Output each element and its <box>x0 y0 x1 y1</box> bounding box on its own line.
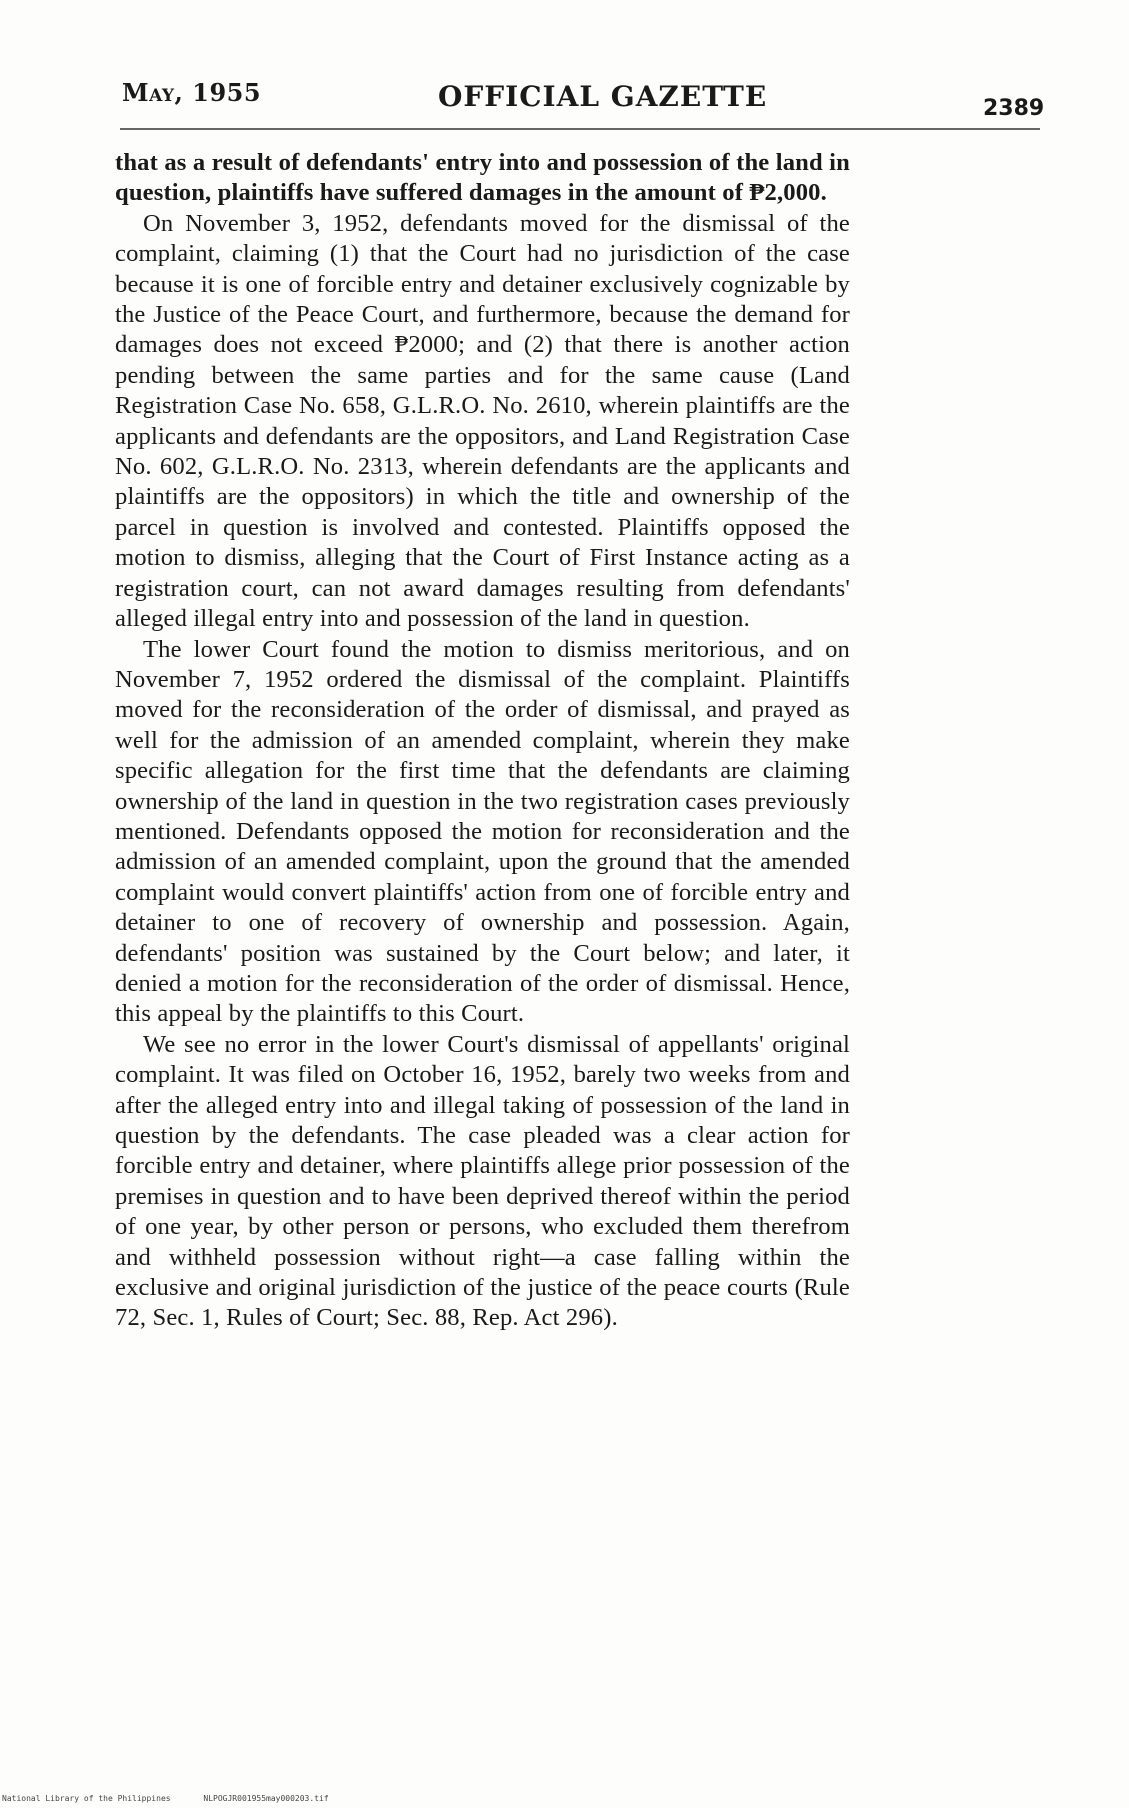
scan-footer <box>2 1794 329 1803</box>
header-divider <box>120 128 1040 130</box>
paragraph-court-decision: We see no error in the lower Court's dismissal of appellants' original complaint. It was filed on October 16, 1952, barely two weeks from and after the alleged entry into and illegal taking of possession of the land in question by the defendants. The case pleaded was a clear action for forcible entry and detainer, where plaintiffs allege prior possession of the premises in question and to have been deprived thereof within the period of one year, by other person or persons, who excluded them therefrom and withheld possession without right—a case falling within the exclusive and original jurisdiction of the justice of the peace courts (Rule 72, Sec. 1, Rules of Court; Sec. 88, Rep. Act 296). <box>115 1030 850 1332</box>
article-body <box>115 148 850 1334</box>
page-header <box>118 78 1045 121</box>
issue-date: May, 1955 <box>122 78 262 107</box>
file-name: NLPOGJR001955may000203.tif <box>203 1794 329 1803</box>
library-credit: National Library of the Philippines <box>2 1794 171 1803</box>
paragraph-continuation: that as a result of defendants' entry into and possession of the land in question, plaintiffs have suffered damages in the amount of ₱2,000. <box>115 149 850 207</box>
page-number: 2389 <box>983 96 1045 121</box>
publication-title: OFFICIAL GAZETTE <box>438 80 768 113</box>
paragraph-motion-to-dismiss: On November 3, 1952, defendants moved for the dismissal of the complaint, claiming (1) that the Court had no jurisdiction of the case because it is one of forcible entry and detainer exclusively cognizable by the Justice of the Peace Court, and furthermore, because the demand for damages does not exceed ₱2000; and (2) that there is another action pending between the same parties and for the same cause (Land Registration Case No. 658, G.L.R.O. No. 2610, wherein plaintiffs are the applicants and defendants are the oppositors, and Land Registration Case No. 602, G.L.R.O. No. 2313, wherein defendants are the applicants and plaintiffs are the oppositors) in which the title and ownership of the parcel in question is involved and contested. Plaintiffs opposed the motion to dismiss, alleging that the Court of First Instance acting as a registration court, can not award damages resulting from defendants' alleged illegal entry into and possession of the land in question. <box>115 209 850 633</box>
paragraph-lower-court-ruling: The lower Court found the motion to dismiss meritorious, and on November 7, 1952 ordered the dismissal of the complaint. Plaintiffs moved for the reconsideration of the order of dismissal, and prayed as well for the admission of an amended complaint, wherein they make specific allegation for the first time that the defendants are claiming ownership of the land in question in the two registration cases previously mentioned. Defendants opposed the motion for reconsideration and the admission of an amended complaint, upon the ground that the amended complaint would convert plaintiffs' action from one of forcible entry and detainer to one of recovery of ownership and possession. Again, defendants' position was sustained by the Court below; and later, it denied a motion for the reconsideration of the order of dismissal. Hence, this appeal by the plaintiffs to this Court. <box>115 635 850 1028</box>
